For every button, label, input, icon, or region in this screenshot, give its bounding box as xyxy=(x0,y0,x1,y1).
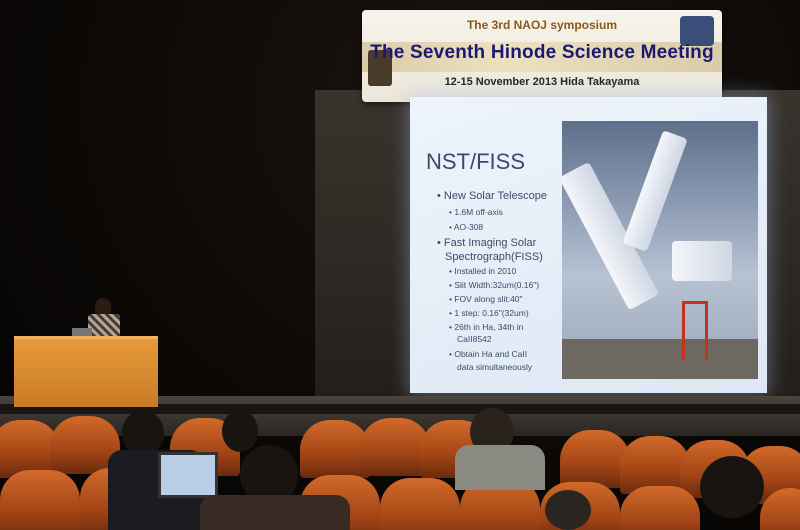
telescope-photo xyxy=(562,121,758,379)
speaker-body xyxy=(88,314,120,336)
slide-bullet: • Slit Width:32um(0.16") xyxy=(449,280,540,290)
telescope-mount xyxy=(672,241,732,281)
symposium-banner xyxy=(362,10,722,102)
slide-bullet: • Fast Imaging Solar xyxy=(437,237,537,249)
slide-bullet: • Obtain Ha and CaII xyxy=(449,349,528,359)
audience-member xyxy=(455,445,545,490)
slide-bullet: CaII8542 xyxy=(457,334,492,344)
audience-laptop xyxy=(158,452,218,498)
slide-bullet: • FOV along slit:40" xyxy=(449,294,523,304)
banner-dates: 12-15 November 2013 Hida Takayama xyxy=(444,76,640,88)
red-equipment-rack xyxy=(682,301,708,359)
audience-seat xyxy=(620,486,700,530)
banner-subtitle: The 3rd NAOJ symposium xyxy=(466,18,618,32)
slide-bullet: • 26th in Ha, 34th in xyxy=(449,322,524,332)
audience-seat xyxy=(0,470,80,530)
audience-seat xyxy=(380,478,460,530)
audience-head xyxy=(700,456,764,518)
slide-title: NST/FISS xyxy=(426,149,526,174)
slide-bullet: • 1.6M off-axis xyxy=(449,207,503,217)
banner-title: The Seventh Hinode Science Meeting xyxy=(370,42,714,63)
slide-bullet: • 1 step: 0.16"(32um) xyxy=(449,308,529,318)
audience-head xyxy=(545,490,591,530)
podium xyxy=(14,336,158,407)
slide-bullet: data simultaneously xyxy=(457,362,533,372)
audience-head xyxy=(222,410,258,452)
slide-bullet: • New Solar Telescope xyxy=(437,190,548,202)
observatory-floor xyxy=(562,339,758,379)
telescope-truss xyxy=(622,130,687,252)
slide-bullet: • Installed in 2010 xyxy=(449,266,517,276)
stage-laptop xyxy=(72,328,92,336)
slide-bullet: Spectrograph(FISS) xyxy=(445,251,543,263)
slide-bullet: • AO-308 xyxy=(449,222,484,232)
projection-screen xyxy=(410,97,767,393)
audience-member xyxy=(200,495,350,530)
